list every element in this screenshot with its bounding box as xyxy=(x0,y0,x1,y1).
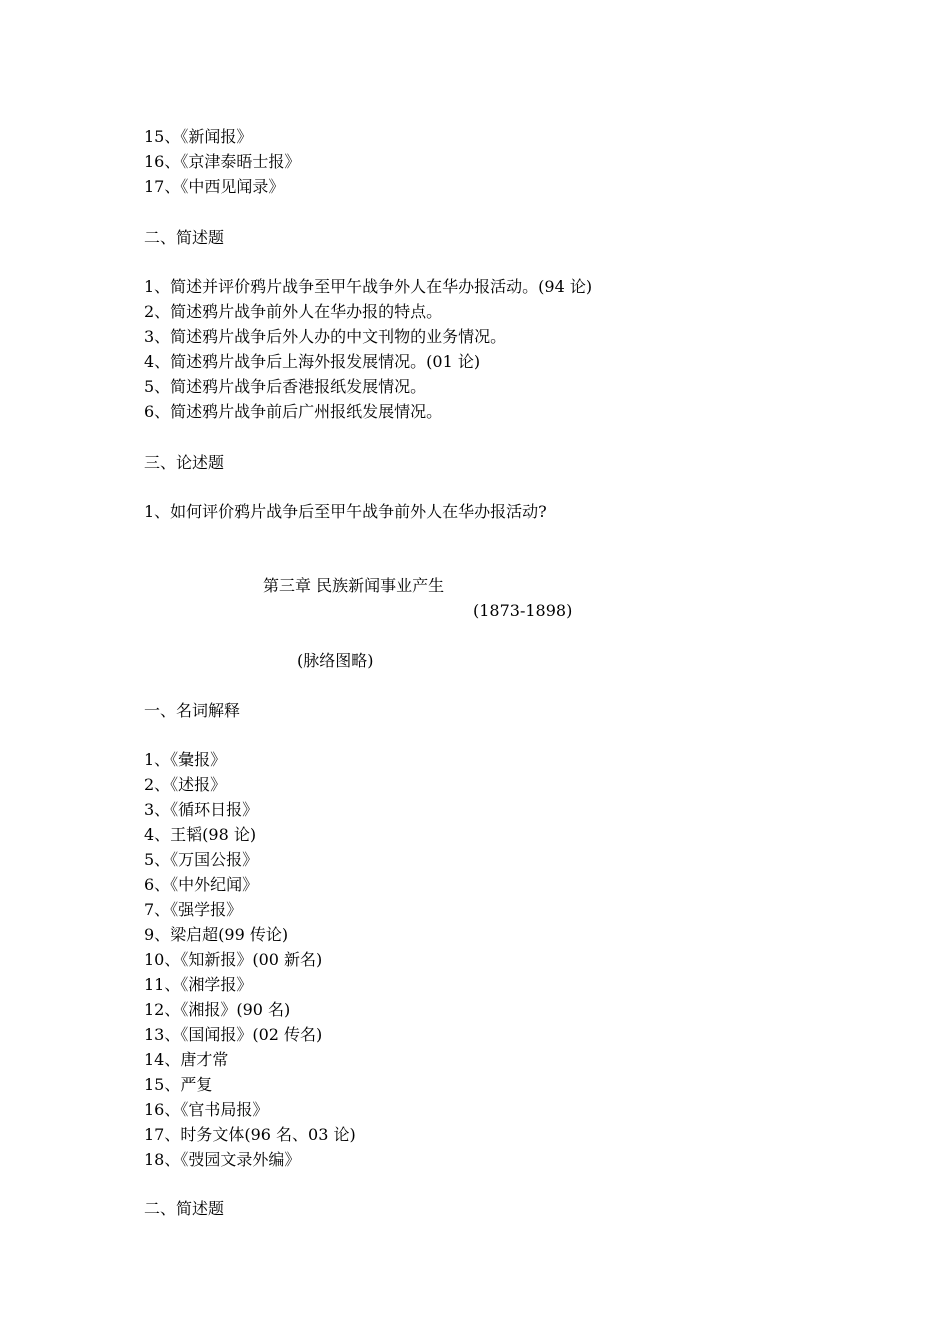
list-item: 15、严复 xyxy=(144,1075,213,1094)
list-item: 1、简述并评价鸦片战争至甲午战争外人在华办报活动。(94 论) xyxy=(144,277,593,296)
list-item: 11、《湘学报》 xyxy=(144,975,253,994)
section-heading-terms: 一、名词解释 xyxy=(144,701,241,720)
list-item: 16、《官书局报》 xyxy=(144,1100,269,1119)
list-item: 14、唐才常 xyxy=(144,1050,229,1069)
list-item: 9、梁启超(99 传论) xyxy=(144,925,289,944)
list-item: 7、《强学报》 xyxy=(144,900,243,919)
list-item: 12、《湘报》(90 名) xyxy=(144,1000,291,1019)
list-item: 17、《中西见闻录》 xyxy=(144,177,285,196)
chapter-years: (1873-1898) xyxy=(473,601,573,620)
list-item: 6、简述鸦片战争前后广州报纸发展情况。 xyxy=(144,402,443,421)
list-item: 15、《新闻报》 xyxy=(144,127,253,146)
list-item: 1、《彙报》 xyxy=(144,750,227,769)
list-item: 5、《万国公报》 xyxy=(144,850,259,869)
list-item: 4、简述鸦片战争后上海外报发展情况。(01 论) xyxy=(144,352,481,371)
list-item: 5、简述鸦片战争后香港报纸发展情况。 xyxy=(144,377,427,396)
list-item: 10、《知新报》(00 新名) xyxy=(144,950,323,969)
list-item: 1、如何评价鸦片战争后至甲午战争前外人在华办报活动? xyxy=(144,502,547,521)
list-item: 2、简述鸦片战争前外人在华办报的特点。 xyxy=(144,302,443,321)
chapter-note: (脉络图略) xyxy=(297,651,374,670)
list-item: 2、《述报》 xyxy=(144,775,227,794)
list-item: 13、《国闻报》(02 传名) xyxy=(144,1025,323,1044)
section-heading-short-answer-2: 二、简述题 xyxy=(144,1199,225,1218)
list-item: 16、《京津泰晤士报》 xyxy=(144,152,301,171)
chapter-title: 第三章 民族新闻事业产生 xyxy=(263,576,445,595)
list-item: 18、《弢园文录外编》 xyxy=(144,1150,301,1169)
list-item: 3、简述鸦片战争后外人办的中文刊物的业务情况。 xyxy=(144,327,507,346)
section-heading-essay: 三、论述题 xyxy=(144,453,225,472)
list-item: 4、王韬(98 论) xyxy=(144,825,257,844)
list-item: 3、《循环日报》 xyxy=(144,800,259,819)
list-item: 6、《中外纪闻》 xyxy=(144,875,259,894)
list-item: 17、时务文体(96 名、03 论) xyxy=(144,1125,356,1144)
section-heading-short-answer: 二、简述题 xyxy=(144,228,225,247)
